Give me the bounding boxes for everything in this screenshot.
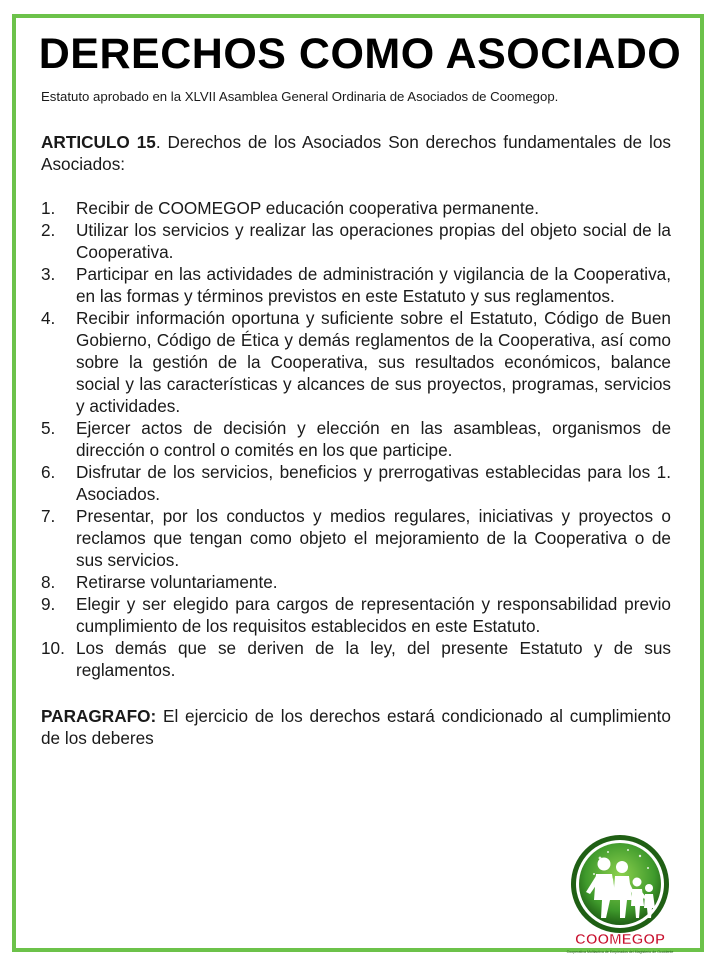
list-item (41, 571, 671, 593)
list-item-text: Disfrutar de los servicios, beneficios y prerrogativas establecidas para los 1. Asociados. (76, 462, 671, 504)
rights-list (41, 197, 671, 681)
list-item-text: Ejercer actos de decisión y elección en las asambleas, organismos de dirección o control o comités en los que participe. (76, 418, 671, 460)
logo-name: COOMEGOP (574, 931, 666, 948)
logo-tagline: Cooperativa Multiactiva de Empleados del Magisterio de Occidente (566, 950, 674, 954)
list-item-text: Recibir información oportuna y suficiente sobre el Estatuto, Código de Buen Gobierno, Código de Ética y demás reglamentos de la Cooperativa, así como sobre la gestión de la Cooperativa, sus resultados económicos, balance social y las características y alcances de sus proyectos, programas, servicios y actividades. (76, 308, 671, 416)
page-title: DERECHOS COMO ASOCIADO (38, 30, 682, 78)
list-item (41, 417, 671, 461)
coomegop-logo (556, 834, 688, 956)
list-item (41, 263, 671, 307)
list-item-number: 2. (41, 220, 56, 240)
list-item-number: 8. (41, 572, 56, 592)
document-body (41, 89, 671, 749)
list-item-number: 7. (41, 506, 56, 526)
list-item-number: 10. (41, 638, 65, 658)
list-item-text: Retirarse voluntariamente. (76, 572, 278, 592)
list-item (41, 219, 671, 263)
list-item-number: 6. (41, 462, 56, 482)
list-item (41, 593, 671, 637)
list-item-text: Los demás que se deriven de la ley, del presente Estatuto y de sus reglamentos. (76, 638, 671, 680)
article-heading (41, 131, 671, 175)
logo-graphic (556, 834, 688, 956)
paragraph-text: El ejercicio de los derechos estará condicionado al cumplimiento de los deberes (41, 706, 671, 748)
paragraph-note (41, 705, 671, 749)
list-item-text: Utilizar los servicios y realizar las operaciones propias del objeto social de la Cooperativa. (76, 220, 671, 262)
list-item-number: 4. (41, 308, 56, 328)
article-text: . Derechos de los Asociados Son derechos fundamentales de los Asociados: (41, 132, 671, 174)
paragraph-label: PARAGRAFO: (41, 706, 157, 726)
list-item-text: Presentar, por los conductos y medios regulares, iniciativas y proyectos o reclamos que tengan como objeto el mejoramiento de la Cooperativa o de sus servicios. (76, 506, 671, 570)
list-item (41, 637, 671, 681)
list-item (41, 307, 671, 417)
list-item (41, 461, 671, 505)
list-item-number: 9. (41, 594, 56, 614)
article-label: ARTICULO 15 (41, 132, 156, 152)
list-item-text: Participar en las actividades de administración y vigilancia de la Cooperativa, en las formas y términos previstos en este Estatuto y sus reglamentos. (76, 264, 671, 306)
statute-note: Estatuto aprobado en la XLVII Asamblea General Ordinaria de Asociados de Coomegop. (41, 89, 559, 104)
list-item-number: 3. (41, 264, 56, 284)
list-item-text: Elegir y ser elegido para cargos de representación y responsabilidad previo cumplimiento de los requisitos establecidos en este Estatuto. (76, 594, 671, 636)
list-item (41, 197, 671, 219)
list-item-number: 5. (41, 418, 56, 438)
list-item-number: 1. (41, 198, 56, 218)
list-item-text: Recibir de COOMEGOP educación cooperativa permanente. (76, 198, 540, 218)
list-item (41, 505, 671, 571)
